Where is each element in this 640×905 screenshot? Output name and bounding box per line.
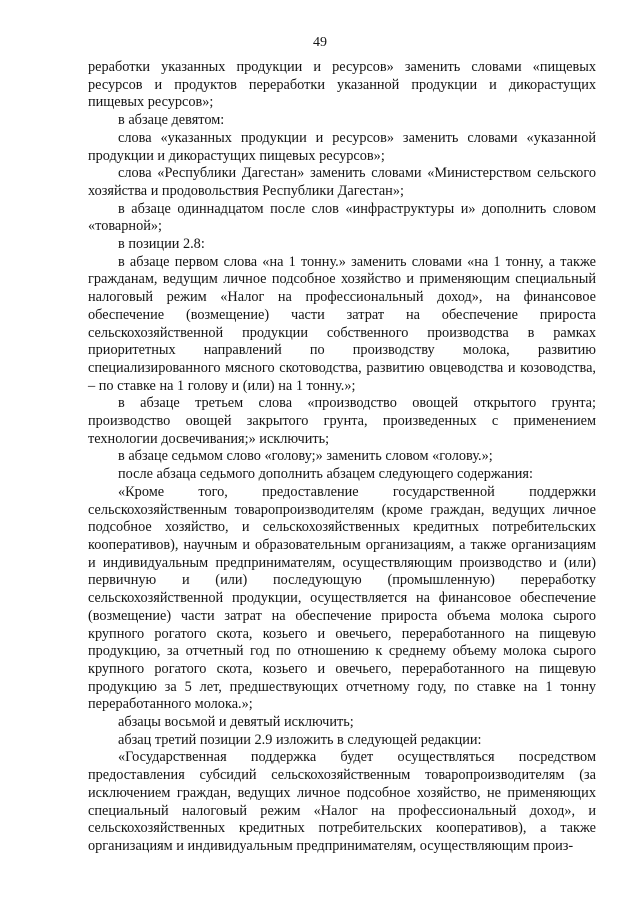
paragraph: слова «Республики Дагестан» заменить словами «Министерством сельского хозяйства и продовольствия Республики Дагестан»; bbox=[88, 165, 596, 199]
paragraph: абзац третий позиции 2.9 изложить в следующей редакции: bbox=[118, 731, 482, 748]
paragraph: в абзаце девятом: bbox=[118, 112, 225, 129]
page-number: 49 bbox=[313, 35, 327, 50]
paragraph: после абзаца седьмого дополнить абзацем следующего содержания: bbox=[118, 466, 533, 483]
document-body bbox=[88, 59, 596, 856]
paragraph: в абзаце одиннадцатом после слов «инфраструктуры и» дополнить словом «товарной»; bbox=[88, 200, 596, 235]
paragraph: в абзаце седьмом слово «голову;» заменить словом «голову.»; bbox=[118, 448, 493, 465]
paragraph: в абзаце третьем слова «производство овощей открытого грунта; производство овощей закрытого грунта, произведенных с применением технологии досвечивания;» исключить; bbox=[88, 395, 596, 447]
paragraph: в позиции 2.8: bbox=[118, 236, 205, 253]
paragraph: «Государственная поддержка будет осуществляться посредством предоставления субсидий сельскохозяйственным товаропроизводителям (за исключением граждан, ведущих личное подсобное хозяйство, не применяющих специальный налоговый режим «Налог на профессиональный доход», и сельскохозяйственных кредитных потребительских кооперативов), а также организациям и индивидуальным предпринимателям, осуществляющим произ- bbox=[88, 749, 596, 854]
paragraph: в абзаце первом слова «на 1 тонну.» заменить словами «на 1 тонну, а также гражданам, ведущим личное подсобное хозяйство и применяющим специальный налоговый режим «Налог на профессиональный доход», на финансовое обеспечение (возмещение) части затрат на обеспечение прироста сельскохозяйственной продукции собственного производства в рамках приоритетных направлений по производству молока, развитию специализированного мясного скотоводства, развитию овцеводства и козоводства, – по ставке на 1 голову и (или) на 1 тонну.»; bbox=[88, 253, 596, 394]
paragraph: «Кроме того, предоставление государственной поддержки сельскохозяйственным товаропроизводителям (кроме граждан, ведущих личное подсобное хозяйство, и сельскохозяйственных кредитных потребительских кооперативов), научным и образовательным организациям, а также организациям и индивидуальным предпринимателям, осуществляющим производство и (или) первичную и (или) последующую (промышленную) переработку сельскохозяйственной продукции, осуществляется на финансовое обеспечение (возмещение) части затрат на обеспечение прироста объема молока сырого крупного рогатого скота, козьего и овечьего, переработанного на пищевую продукцию, за отчетный год по отношению к среднему объему молока сырого крупного рогатого скота, козьего и овечьего, переработанного на пищевую продукцию за 5 лет, предшествующих отчетному году, по ставке на 1 тонну переработанного молока.»; bbox=[88, 483, 596, 713]
paragraph: слова «указанных продукции и ресурсов» заменить словами «указанной продукции и дикорастущих пищевых ресурсов»; bbox=[88, 129, 596, 164]
paragraph: абзацы восьмой и девятый исключить; bbox=[118, 714, 354, 731]
paragraph: реработки указанных продукции и ресурсов» заменить словами «пищевых ресурсов и продуктов переработки указанной продукции и дикорастущих пищевых ресурсов»; bbox=[88, 59, 596, 111]
